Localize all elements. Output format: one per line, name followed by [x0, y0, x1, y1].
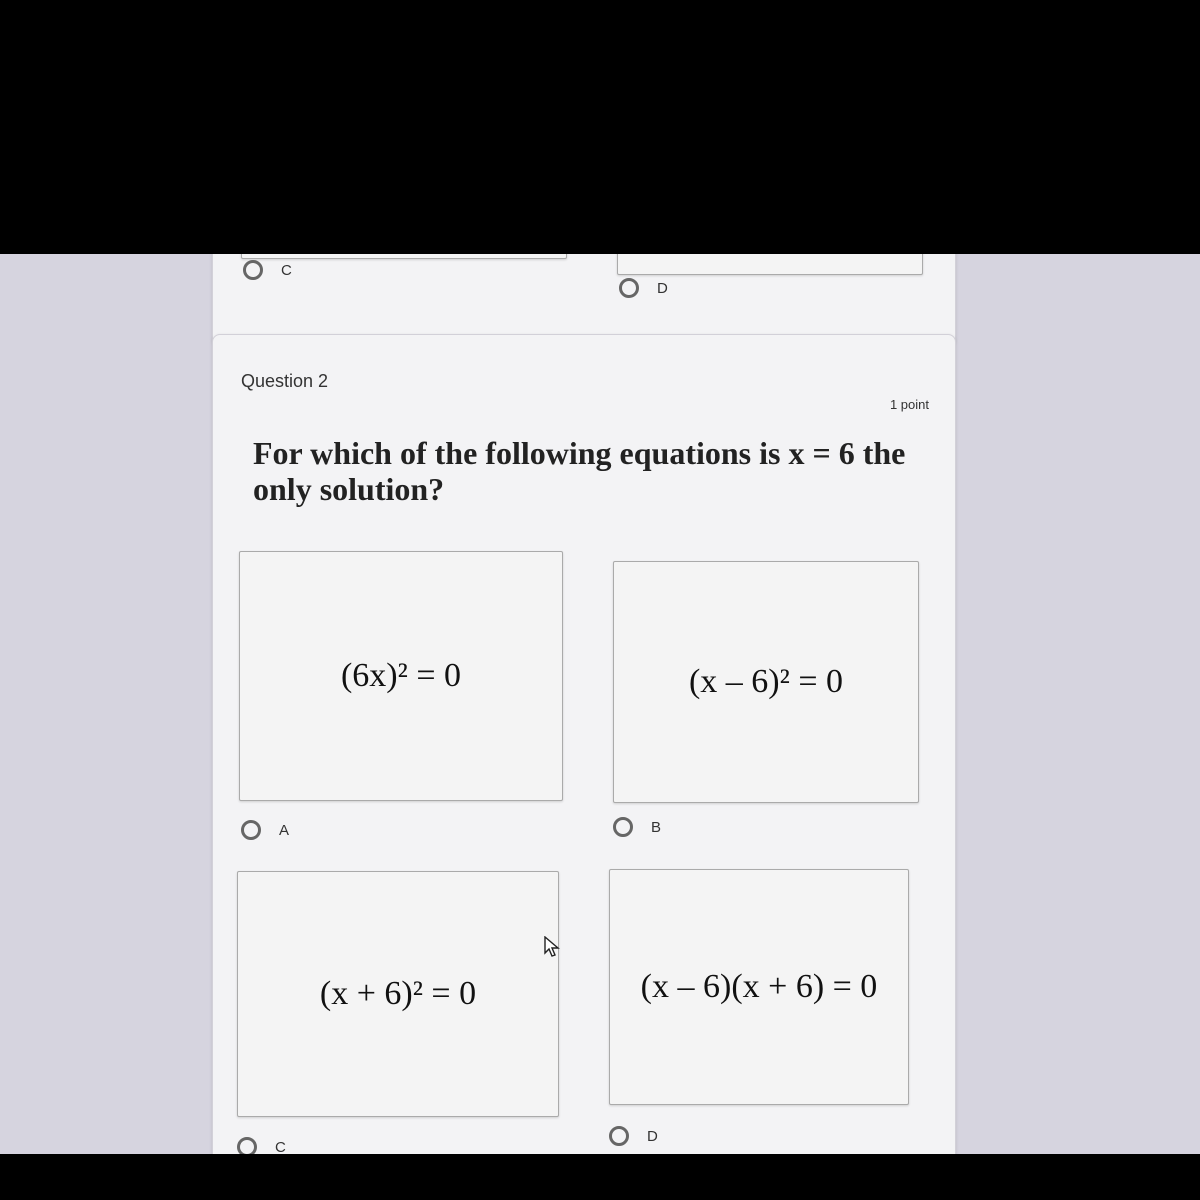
question-prompt: For which of the following equations is x = 6 the only solution?	[253, 435, 906, 507]
option-d[interactable]	[609, 1126, 658, 1146]
option-a[interactable]	[241, 820, 289, 840]
option-letter: D	[647, 1127, 658, 1145]
option-d-image	[609, 869, 909, 1105]
option-a-equation: (6x)² = 0	[340, 657, 461, 694]
option-b-equation: (x – 6)² = 0	[688, 663, 843, 700]
previous-option-d-image	[617, 254, 923, 275]
option-b-image	[613, 561, 919, 803]
option-c[interactable]	[237, 1137, 286, 1154]
mouse-pointer-icon	[544, 936, 560, 958]
radio-button-icon[interactable]	[237, 1137, 257, 1154]
option-letter: C	[275, 1138, 286, 1154]
option-c-image	[237, 871, 559, 1117]
option-a-image	[239, 551, 563, 801]
screen	[0, 254, 1200, 1154]
option-letter: A	[279, 821, 290, 839]
option-letter: C	[281, 261, 292, 279]
radio-button-icon[interactable]	[241, 820, 261, 840]
previous-option-c-image	[241, 254, 567, 259]
question-points: 1 point	[889, 397, 929, 412]
question-title: Question 2	[241, 371, 329, 391]
option-b[interactable]	[613, 817, 661, 837]
radio-button-icon[interactable]	[609, 1126, 629, 1146]
option-d-equation: (x – 6)(x + 6) = 0	[640, 968, 878, 1005]
radio-button-icon[interactable]	[613, 817, 633, 837]
radio-button-icon[interactable]	[243, 260, 263, 280]
previous-option-d[interactable]	[619, 278, 668, 298]
option-c-equation: (x + 6)² = 0	[319, 975, 477, 1012]
option-letter: B	[651, 818, 662, 836]
previous-option-c[interactable]	[243, 260, 292, 280]
question-card	[212, 334, 956, 1154]
radio-button-icon[interactable]	[619, 278, 639, 298]
previous-question-card	[212, 254, 956, 346]
option-letter: D	[657, 279, 668, 297]
